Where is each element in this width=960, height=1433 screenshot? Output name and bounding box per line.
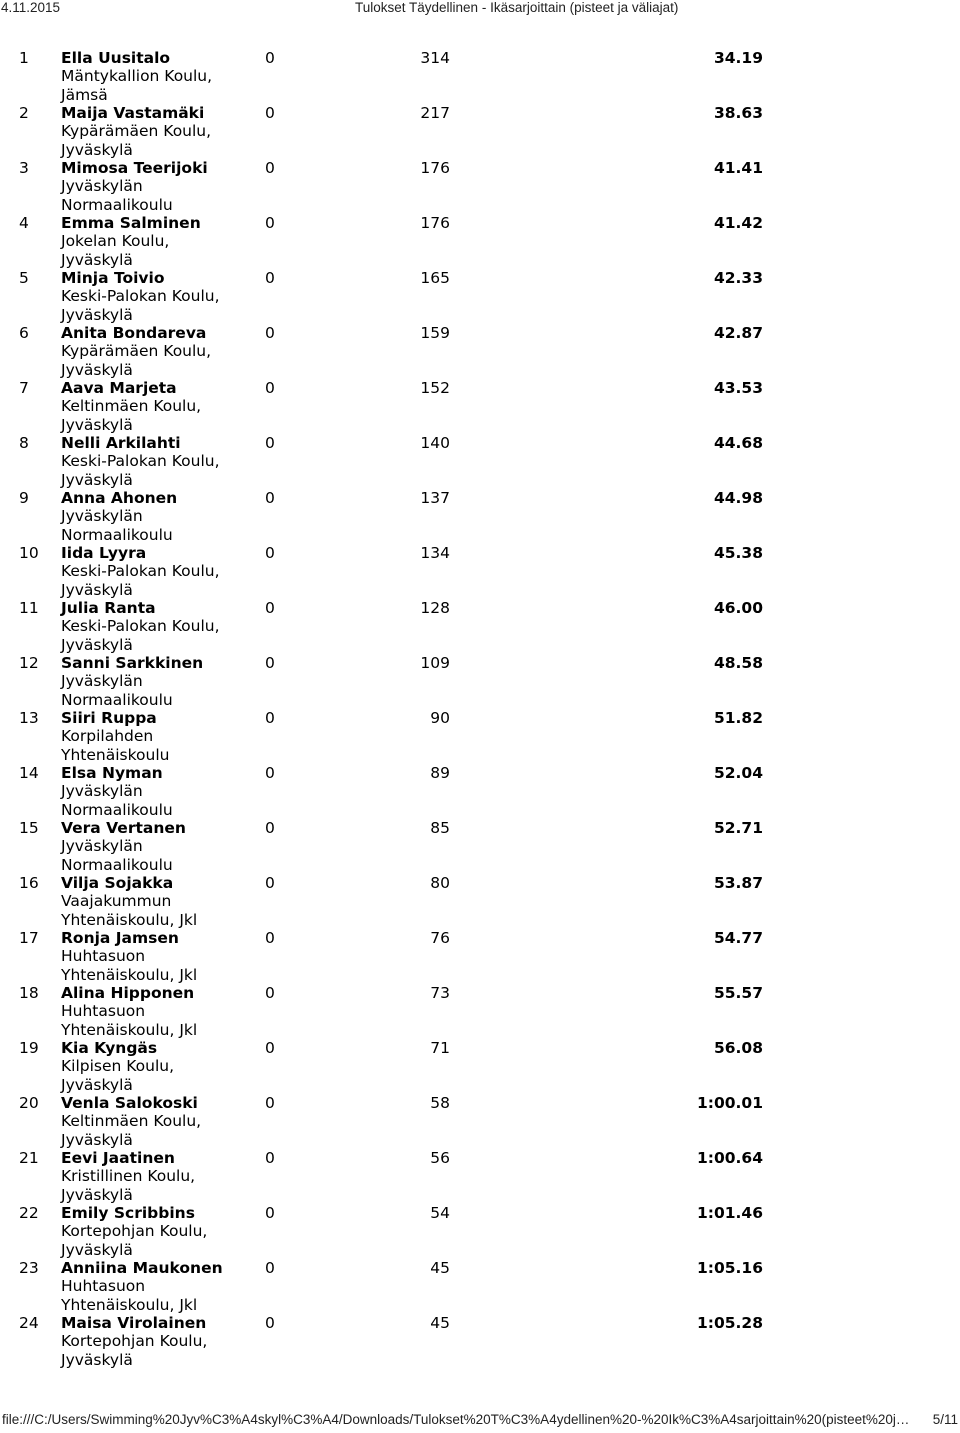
time-cell: 56.08 [713, 1039, 763, 1057]
result-row [0, 48, 960, 103]
rank-cell: 21 [19, 1149, 39, 1167]
result-row [0, 653, 960, 708]
rank-cell: 22 [19, 1204, 39, 1222]
club-name: Huhtasuon Yhtenäiskoulu, Jkl [61, 1002, 198, 1039]
print-date: 4.11.2015 [1, 0, 61, 15]
club-name: Vaajakummun Yhtenäiskoulu, Jkl [61, 892, 198, 929]
time-cell: 34.19 [713, 49, 763, 67]
zero-cell: 0 [265, 819, 275, 837]
club-name: Kilpisen Koulu, Jyväskylä [61, 1057, 175, 1094]
time-cell: 41.41 [713, 159, 763, 177]
club-name: Kortepohjan Koulu, Jyväskylä [61, 1332, 208, 1369]
points-cell: 314 [420, 49, 450, 67]
zero-cell: 0 [265, 489, 275, 507]
zero-cell: 0 [265, 379, 275, 397]
time-cell: 44.98 [713, 489, 763, 507]
time-cell: 45.38 [713, 544, 763, 562]
rank-cell: 19 [19, 1039, 39, 1057]
result-row [0, 1038, 960, 1093]
rank-cell: 12 [19, 654, 39, 672]
points-cell: 152 [420, 379, 450, 397]
result-row [0, 268, 960, 323]
rank-cell: 3 [19, 159, 29, 177]
result-row [0, 1203, 960, 1258]
points-cell: 76 [430, 929, 450, 947]
club-name: Jyväskylän Normaalikoulu [61, 837, 173, 874]
time-cell: 1:05.28 [696, 1314, 763, 1332]
points-cell: 56 [430, 1149, 450, 1167]
time-cell: 53.87 [713, 874, 763, 892]
rank-cell: 1 [19, 49, 29, 67]
zero-cell: 0 [265, 159, 275, 177]
time-cell: 42.87 [713, 324, 763, 342]
zero-cell: 0 [265, 1259, 275, 1277]
points-cell: 128 [420, 599, 450, 617]
file-path: file:///C:/Users/Swimming%20Jyv%C3%A4skyl%C3%A4/Downloads/Tulokset%20T%C3%A4ydellinen%20-%20Ik%C3%A4sarjoittain%20(pisteet%20j… [2, 1412, 910, 1427]
rank-cell: 9 [19, 489, 29, 507]
swimmer-name: Vilja Sojakka [61, 874, 174, 892]
points-cell: 89 [430, 764, 450, 782]
club-name: Jyväskylän Normaalikoulu [61, 507, 173, 544]
time-cell: 41.42 [713, 214, 763, 232]
points-cell: 109 [420, 654, 450, 672]
zero-cell: 0 [265, 1204, 275, 1222]
club-name: Huhtasuon Yhtenäiskoulu, Jkl [61, 947, 198, 984]
result-row [0, 378, 960, 433]
points-cell: 217 [420, 104, 450, 122]
zero-cell: 0 [265, 929, 275, 947]
zero-cell: 0 [265, 1039, 275, 1057]
swimmer-name: Anna Ahonen [61, 489, 178, 507]
time-cell: 48.58 [713, 654, 763, 672]
points-cell: 71 [430, 1039, 450, 1057]
print-footer [0, 1412, 960, 1432]
time-cell: 1:01.46 [696, 1204, 763, 1222]
swimmer-name: Iida Lyyra [61, 544, 147, 562]
club-name: Keski-Palokan Koulu, Jyväskylä [61, 452, 220, 489]
result-row [0, 543, 960, 598]
points-cell: 165 [420, 269, 450, 287]
result-row [0, 1313, 960, 1368]
swimmer-name: Alina Hipponen [61, 984, 195, 1002]
points-cell: 140 [420, 434, 450, 452]
rank-cell: 2 [19, 104, 29, 122]
club-name: Keski-Palokan Koulu, Jyväskylä [61, 617, 220, 654]
result-row [0, 763, 960, 818]
points-cell: 90 [430, 709, 450, 727]
zero-cell: 0 [265, 434, 275, 452]
zero-cell: 0 [265, 1149, 275, 1167]
swimmer-name: Anniina Maukonen [61, 1259, 223, 1277]
rank-cell: 16 [19, 874, 39, 892]
points-cell: 54 [430, 1204, 450, 1222]
result-row [0, 323, 960, 378]
result-row [0, 103, 960, 158]
swimmer-name: Sanni Sarkkinen [61, 654, 204, 672]
zero-cell: 0 [265, 49, 275, 67]
club-name: Kypärämäen Koulu, Jyväskylä [61, 122, 212, 159]
points-cell: 134 [420, 544, 450, 562]
rank-cell: 15 [19, 819, 39, 837]
swimmer-name: Elsa Nyman [61, 764, 163, 782]
zero-cell: 0 [265, 269, 275, 287]
rank-cell: 6 [19, 324, 29, 342]
result-row [0, 708, 960, 763]
rank-cell: 8 [19, 434, 29, 452]
time-cell: 54.77 [713, 929, 763, 947]
page-number: 5/11 [932, 1412, 958, 1427]
swimmer-name: Maija Vastamäki [61, 104, 205, 122]
points-cell: 80 [430, 874, 450, 892]
swimmer-name: Kia Kyngäs [61, 1039, 158, 1057]
club-name: Keltinmäen Koulu, Jyväskylä [61, 397, 202, 434]
swimmer-name: Emily Scribbins [61, 1204, 195, 1222]
points-cell: 58 [430, 1094, 450, 1112]
result-row [0, 818, 960, 873]
zero-cell: 0 [265, 764, 275, 782]
page-title: Tulokset Täydellinen - Ikäsarjoittain (pisteet ja väliajat) [355, 0, 679, 15]
points-cell: 176 [420, 214, 450, 232]
swimmer-name: Siiri Ruppa [61, 709, 157, 727]
rank-cell: 14 [19, 764, 39, 782]
time-cell: 52.71 [713, 819, 763, 837]
zero-cell: 0 [265, 544, 275, 562]
result-row [0, 928, 960, 983]
time-cell: 52.04 [713, 764, 763, 782]
club-name: Keski-Palokan Koulu, Jyväskylä [61, 287, 220, 324]
rank-cell: 23 [19, 1259, 39, 1277]
result-row [0, 983, 960, 1038]
club-name: Huhtasuon Yhtenäiskoulu, Jkl [61, 1277, 198, 1314]
result-row [0, 213, 960, 268]
swimmer-name: Ronja Jamsen [61, 929, 179, 947]
club-name: Kristillinen Koulu, Jyväskylä [61, 1167, 196, 1204]
swimmer-name: Maisa Virolainen [61, 1314, 207, 1332]
club-name: Jyväskylän Normaalikoulu [61, 177, 173, 214]
time-cell: 1:00.64 [696, 1149, 763, 1167]
points-cell: 73 [430, 984, 450, 1002]
time-cell: 43.53 [713, 379, 763, 397]
zero-cell: 0 [265, 1094, 275, 1112]
club-name: Jokelan Koulu, Jyväskylä [61, 232, 170, 269]
zero-cell: 0 [265, 984, 275, 1002]
zero-cell: 0 [265, 654, 275, 672]
rank-cell: 13 [19, 709, 39, 727]
rank-cell: 4 [19, 214, 29, 232]
swimmer-name: Mimosa Teerijoki [61, 159, 208, 177]
result-row [0, 488, 960, 543]
rank-cell: 17 [19, 929, 39, 947]
rank-cell: 11 [19, 599, 39, 617]
time-cell: 38.63 [713, 104, 763, 122]
club-name: Kypärämäen Koulu, Jyväskylä [61, 342, 212, 379]
zero-cell: 0 [265, 709, 275, 727]
rank-cell: 10 [19, 544, 39, 562]
swimmer-name: Vera Vertanen [61, 819, 186, 837]
time-cell: 51.82 [713, 709, 763, 727]
result-row [0, 873, 960, 928]
time-cell: 42.33 [713, 269, 763, 287]
club-name: Mäntykallion Koulu, Jämsä [61, 67, 213, 104]
points-cell: 137 [420, 489, 450, 507]
time-cell: 44.68 [713, 434, 763, 452]
swimmer-name: Ella Uusitalo [61, 49, 171, 67]
club-name: Keski-Palokan Koulu, Jyväskylä [61, 562, 220, 599]
zero-cell: 0 [265, 874, 275, 892]
zero-cell: 0 [265, 324, 275, 342]
club-name: Kortepohjan Koulu, Jyväskylä [61, 1222, 208, 1259]
time-cell: 55.57 [713, 984, 763, 1002]
result-row [0, 433, 960, 488]
club-name: Keltinmäen Koulu, Jyväskylä [61, 1112, 202, 1149]
time-cell: 46.00 [713, 599, 763, 617]
zero-cell: 0 [265, 214, 275, 232]
points-cell: 176 [420, 159, 450, 177]
result-row [0, 1093, 960, 1148]
result-row [0, 598, 960, 653]
zero-cell: 0 [265, 104, 275, 122]
zero-cell: 0 [265, 599, 275, 617]
rank-cell: 18 [19, 984, 39, 1002]
points-cell: 85 [430, 819, 450, 837]
swimmer-name: Eevi Jaatinen [61, 1149, 175, 1167]
swimmer-name: Aava Marjeta [61, 379, 177, 397]
rank-cell: 5 [19, 269, 29, 287]
club-name: Jyväskylän Normaalikoulu [61, 782, 173, 819]
club-name: Korpilahden Yhtenäiskoulu [61, 727, 170, 764]
points-cell: 159 [420, 324, 450, 342]
zero-cell: 0 [265, 1314, 275, 1332]
result-row [0, 1148, 960, 1203]
swimmer-name: Nelli Arkilahti [61, 434, 181, 452]
time-cell: 1:00.01 [696, 1094, 763, 1112]
club-name: Jyväskylän Normaalikoulu [61, 672, 173, 709]
swimmer-name: Julia Ranta [61, 599, 156, 617]
points-cell: 45 [430, 1259, 450, 1277]
result-row [0, 158, 960, 213]
swimmer-name: Anita Bondareva [61, 324, 207, 342]
swimmer-name: Venla Salokoski [61, 1094, 198, 1112]
result-row [0, 1258, 960, 1313]
time-cell: 1:05.16 [696, 1259, 763, 1277]
rank-cell: 20 [19, 1094, 39, 1112]
results-table [0, 48, 960, 1368]
swimmer-name: Emma Salminen [61, 214, 201, 232]
print-header [0, 0, 960, 20]
rank-cell: 24 [19, 1314, 39, 1332]
points-cell: 45 [430, 1314, 450, 1332]
rank-cell: 7 [19, 379, 29, 397]
swimmer-name: Minja Toivio [61, 269, 165, 287]
